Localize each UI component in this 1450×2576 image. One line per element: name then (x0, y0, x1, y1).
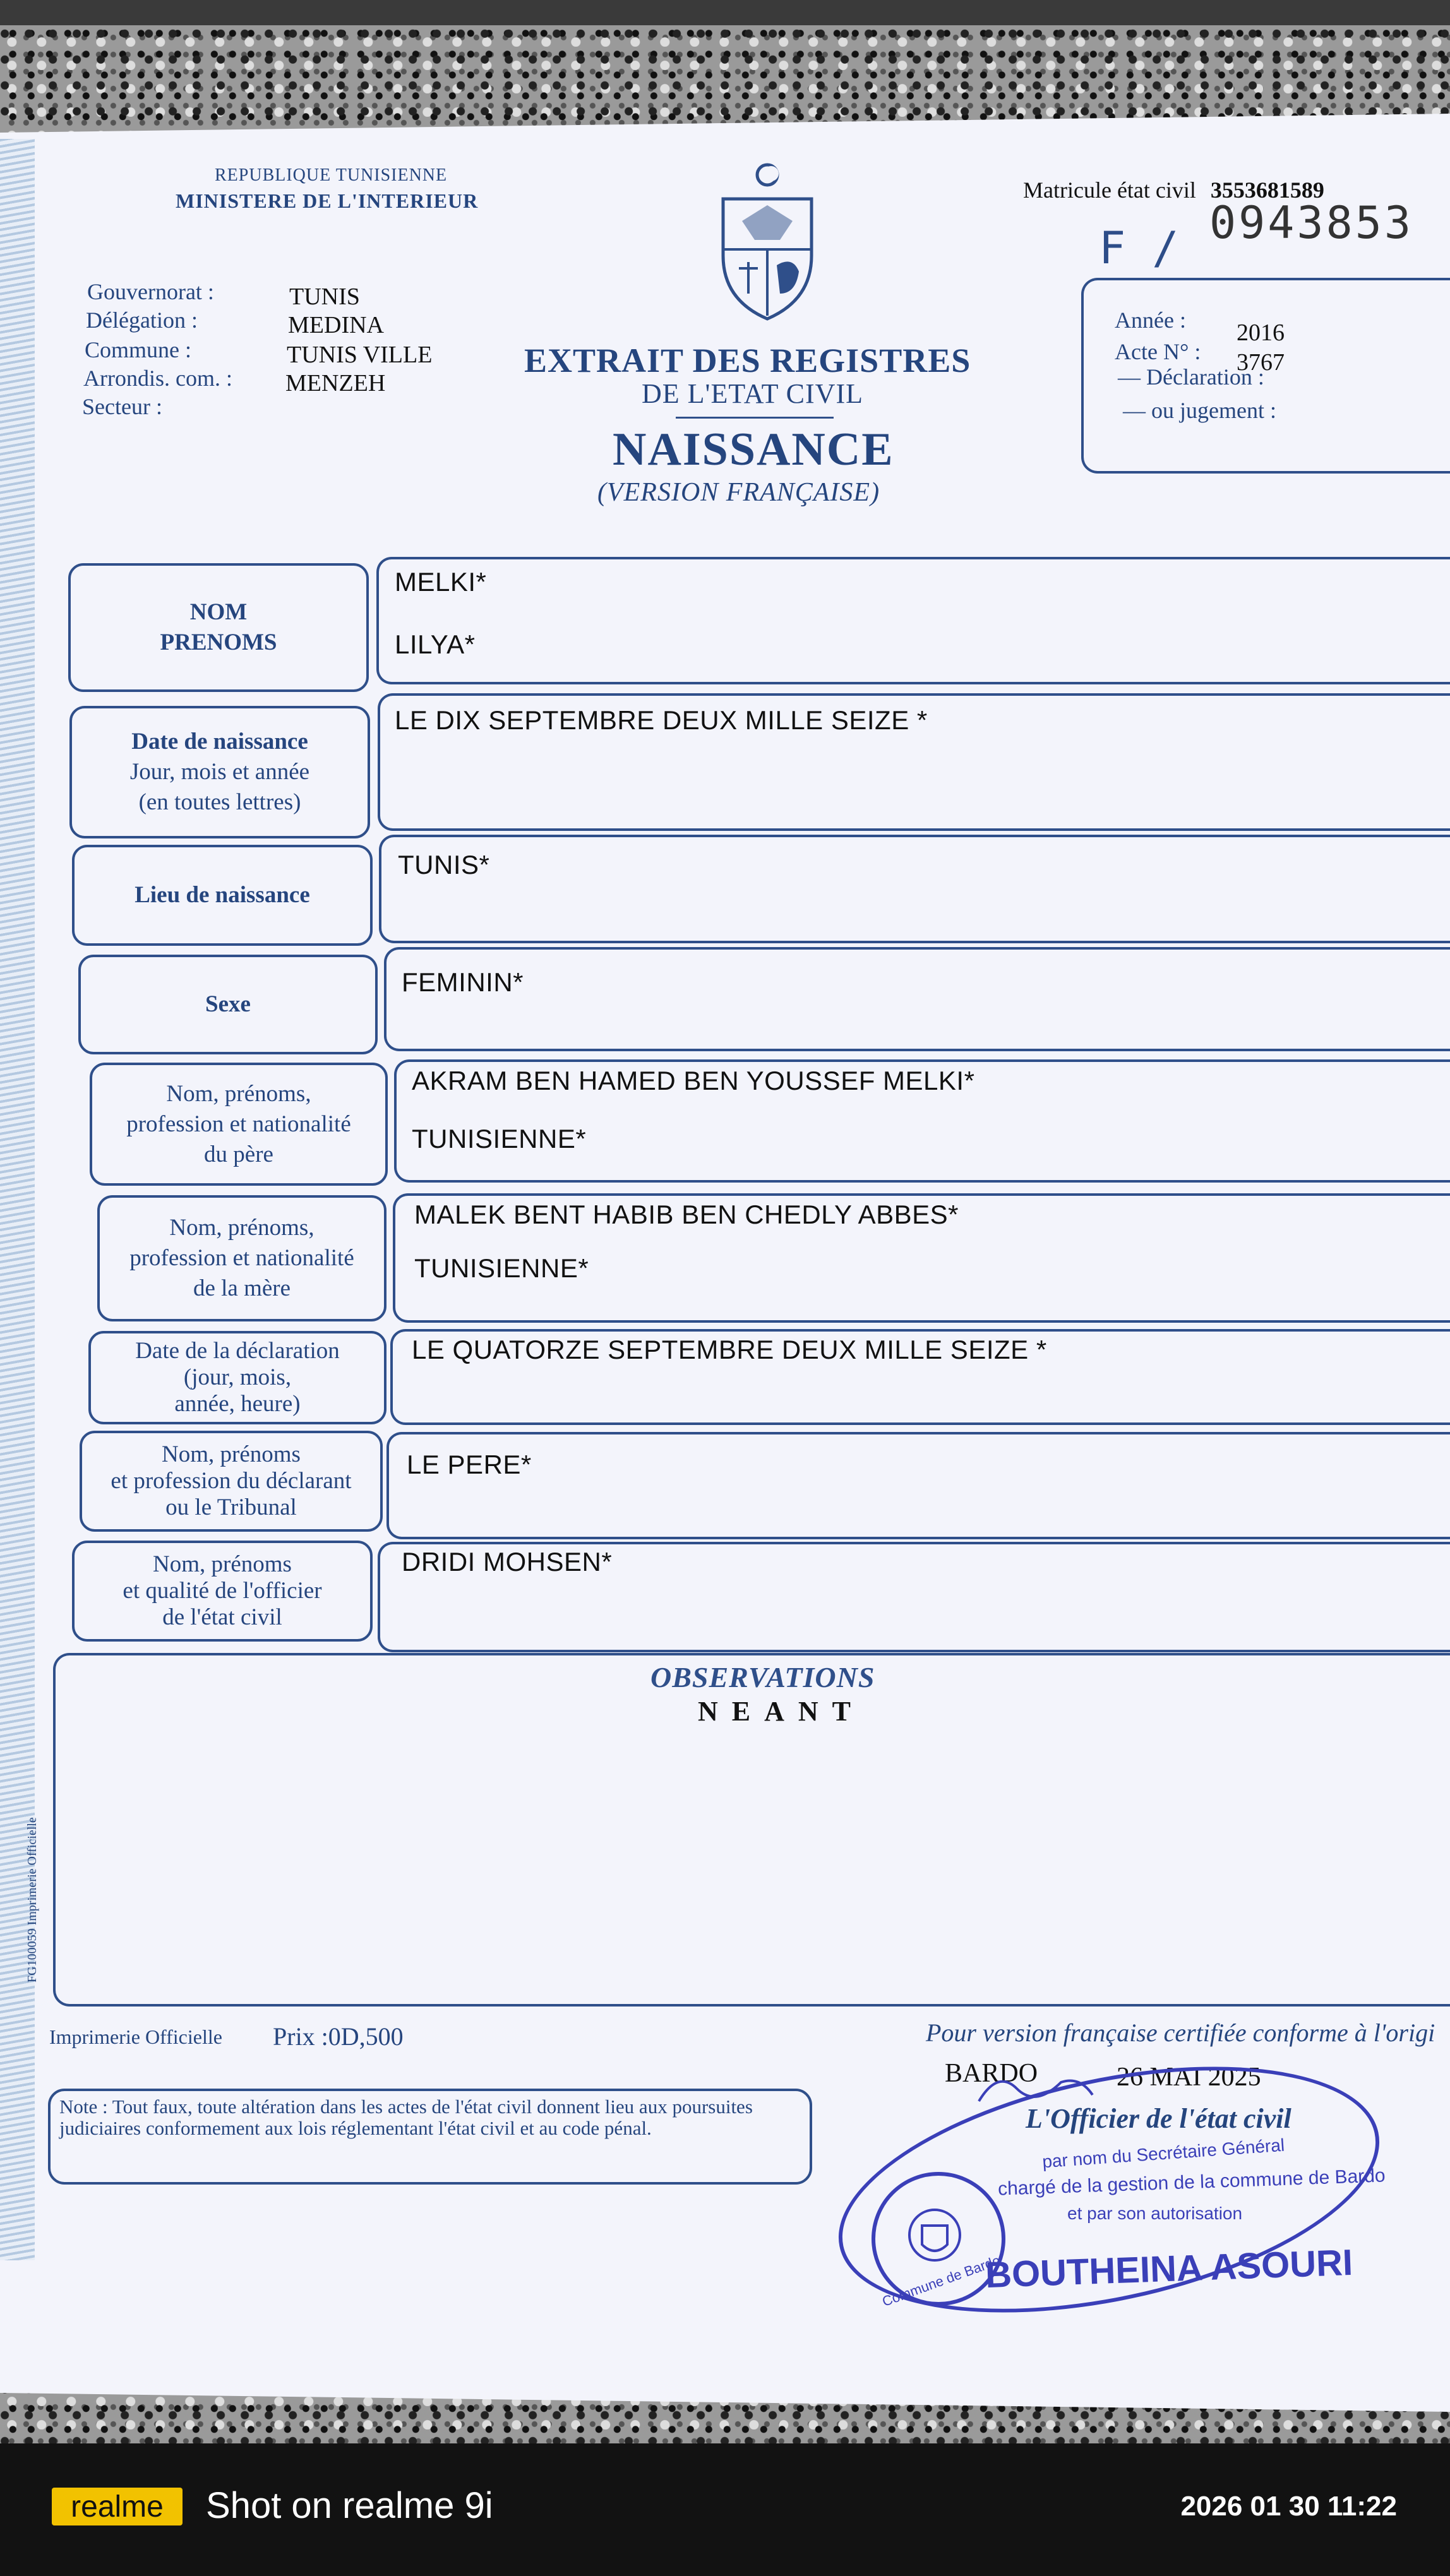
sexe-value: FEMININ* (402, 967, 524, 997)
row-declarant-value-box (386, 1432, 1450, 1539)
title-extrait: EXTRAIT DES REGISTRES (524, 342, 971, 379)
row-officier-label-line2: et qualité de l'officier (123, 1578, 322, 1604)
signature-mark-icon (973, 2063, 1099, 2114)
row-pere-label-line1: Nom, prénoms, (166, 1080, 311, 1107)
pere-nationality-value: TUNISIENNE* (412, 1124, 587, 1154)
date-naissance-value: LE DIX SEPTEMBRE DEUX MILLE SEIZE * (395, 705, 928, 735)
row-declaration-label (88, 1331, 386, 1424)
declaration-label: — Déclaration : (1118, 364, 1264, 390)
title-etat-civil: DE L'ETAT CIVIL (642, 378, 863, 409)
acte-value: 3767 (1237, 349, 1285, 376)
side-printer-code: FG100059 Imprimerie Officielle (25, 1817, 39, 1983)
row-mere-label-line3: de la mère (193, 1275, 291, 1301)
serial-prefix: F / (1099, 222, 1179, 274)
row-mere-label-line2: profession et nationalité (129, 1245, 354, 1271)
row-declaration-label-line3: année, heure) (174, 1391, 301, 1417)
legal-note: Note : Tout faux, toute altération dans les actes de l'état civil donnent lieu aux poursuites judiciaires conformement aux lois réglementant l'état civil et au code pénal. (48, 2089, 812, 2185)
matricule-label: Matricule état civil (1023, 177, 1196, 203)
row-nom-label-line2: PRENOMS (160, 629, 277, 655)
observations-value: NEANT (698, 1696, 865, 1727)
prenom-value: LILYA* (395, 629, 476, 659)
top-edge (0, 0, 1450, 25)
label-delegation: Délégation : (86, 307, 198, 333)
stamp-line-3: et par son autorisation (1067, 2203, 1243, 2223)
row-declarant-label-line1: Nom, prénoms (162, 1441, 301, 1467)
row-nom-label-line1: NOM (189, 599, 248, 625)
seal-text: Commune de Bardo (880, 2252, 1003, 2310)
row-mere-label-line1: Nom, prénoms, (169, 1215, 315, 1241)
row-sexe-label-line1: Sexe (205, 991, 251, 1017)
jugement-label: — ou jugement : (1123, 398, 1276, 423)
row-mere-label (97, 1195, 386, 1321)
row-lieu-label (72, 845, 373, 946)
pere-name-value: AKRAM BEN HAMED BEN YOUSSEF MELKI* (412, 1066, 975, 1095)
imprimerie-label: Imprimerie Officielle (49, 2025, 222, 2048)
label-arrondissement: Arrondis. com. : (83, 366, 232, 391)
serial-number: 0943853 (1209, 197, 1414, 249)
row-pere-label (90, 1063, 388, 1186)
nom-value: MELKI* (395, 567, 487, 597)
row-lieu-label-line1: Lieu de naissance (135, 882, 310, 908)
camera-timestamp: 2026 01 30 11:22 (1180, 2491, 1397, 2522)
row-officier-label-line1: Nom, prénoms (153, 1551, 292, 1577)
matricule-value: 3553681589 (1210, 177, 1324, 203)
stamp-line-1: par nom du Secrétaire Général (1041, 2135, 1286, 2172)
value-commune: TUNIS VILLE (287, 342, 433, 368)
row-officier-label-line3: de l'état civil (162, 1604, 282, 1630)
title-naissance: NAISSANCE (613, 424, 894, 475)
mere-name-value: MALEK BENT HABIB BEN CHEDLY ABBES* (414, 1200, 959, 1229)
value-gouvernorat: TUNIS (289, 283, 360, 310)
label-commune: Commune : (85, 337, 191, 362)
stamp-line-2: chargé de la gestion de la commune de Bardo (997, 2165, 1386, 2200)
label-gouvernorat: Gouvernorat : (87, 279, 214, 304)
mere-nationality-value: TUNISIENNE* (414, 1253, 589, 1283)
annee-value: 2016 (1237, 319, 1285, 346)
seal-emblem-icon (897, 2197, 973, 2273)
row-pere-label-line3: du père (204, 1141, 273, 1167)
row-officier-label (72, 1541, 373, 1642)
row-nom-label (68, 563, 369, 692)
row-sexe-label (78, 955, 378, 1054)
date-text: 26 MAI 2025 (1117, 2063, 1261, 2092)
value-delegation: MEDINA (288, 312, 384, 338)
officier-value: DRIDI MOHSEN* (402, 1547, 613, 1577)
row-declaration-label-line2: (jour, mois, (183, 1364, 292, 1390)
row-nom-value-box (376, 557, 1450, 684)
ministry-label: MINISTERE DE L'INTERIEUR (176, 189, 479, 212)
title-underline (676, 417, 834, 419)
camera-shot-text: Shot on realme 9i (206, 2485, 493, 2526)
label-secteur: Secteur : (82, 394, 162, 419)
row-date-naissance-line1: Date de naissance (131, 729, 308, 754)
value-arrondissement: MENZEH (285, 370, 386, 397)
republic-label: REPUBLIQUE TUNISIENNE (215, 165, 448, 185)
observations-title: OBSERVATIONS (650, 1661, 875, 1693)
row-declarant-label-line3: ou le Tribunal (165, 1494, 297, 1520)
lieu-value: TUNIS* (398, 850, 490, 880)
title-version: (VERSION FRANÇAISE) (597, 478, 880, 507)
row-declarant-label-line2: et profession du déclarant (111, 1468, 352, 1494)
row-sexe-value-box (384, 947, 1450, 1051)
declaration-value: LE QUATORZE SEPTEMBRE DEUX MILLE SEIZE * (412, 1335, 1047, 1364)
declarant-value: LE PERE* (407, 1450, 532, 1479)
coat-of-arms-icon (704, 161, 830, 325)
certification-text: Pour version française certifiée conforme à l'origi (926, 2018, 1435, 2047)
place-text: BARDO (945, 2059, 1038, 2088)
prix-label: Prix :0D,500 (273, 2022, 404, 2051)
officer-title: L'Officier de l'état civil (1026, 2103, 1291, 2134)
row-lieu-value-box (379, 835, 1450, 943)
row-declaration-label-line1: Date de la déclaration (135, 1338, 340, 1364)
row-pere-label-line2: profession et nationalité (126, 1111, 351, 1137)
row-declarant-label (80, 1431, 383, 1532)
acte-label: Acte N° : (1115, 339, 1201, 364)
stamp-name: BOUTHEINA ASOURI (985, 2241, 1354, 2296)
row-date-naissance-line2: Jour, mois et année (129, 759, 310, 785)
camera-brand-badge: realme (52, 2488, 183, 2525)
annee-label: Année : (1115, 307, 1186, 333)
row-date-naissance-label (69, 706, 370, 838)
row-date-naissance-line3: (en toutes lettres) (138, 789, 301, 815)
